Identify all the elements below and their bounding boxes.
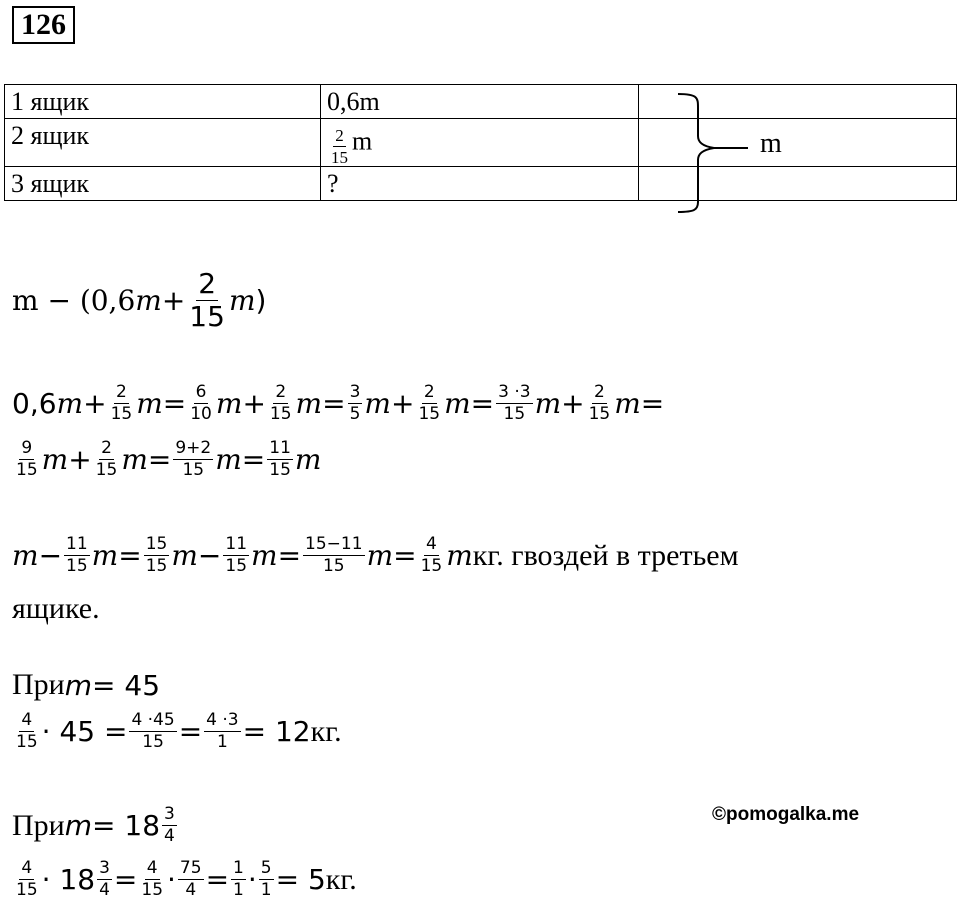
math-token: = [118, 539, 142, 572]
math-token: кг. [310, 714, 342, 748]
fraction-numerator: 11 [66, 534, 88, 554]
fraction [416, 384, 442, 423]
fraction [162, 806, 177, 845]
fraction-denominator: 15 [503, 404, 526, 424]
math-token: m [56, 387, 84, 420]
math-token: − [38, 539, 63, 572]
total-label: m [760, 128, 782, 159]
fraction [94, 440, 120, 479]
math-token: m [121, 443, 148, 476]
fraction-numerator: 4 ·45 [131, 710, 175, 730]
math-token: m [366, 539, 394, 572]
math-token: кг. [325, 862, 357, 896]
math-token: + [561, 387, 585, 420]
math-token: · [247, 863, 257, 896]
math-token: = [470, 387, 495, 420]
fraction [303, 536, 365, 575]
math-token: При [12, 808, 65, 842]
fraction [329, 127, 350, 166]
fraction-numerator: 2 [198, 267, 217, 300]
fraction [231, 860, 246, 899]
fraction-numerator: 4 [21, 710, 33, 730]
row-value: ? [321, 167, 639, 201]
fraction-numerator: 9+2 [175, 438, 212, 458]
fraction-denominator: 10 [190, 404, 212, 424]
calc-line [12, 536, 739, 575]
math-token: = [640, 387, 665, 420]
math-token: m [446, 539, 473, 572]
fraction-numerator: 3 [164, 804, 175, 824]
row-label: 1 ящик [5, 85, 321, 119]
fraction-denominator: 15 [588, 404, 611, 424]
math-token: = 45 [92, 668, 161, 702]
math-token: m [64, 809, 93, 842]
fraction [109, 384, 135, 423]
fraction [178, 860, 204, 899]
math-token: + [83, 387, 107, 420]
fraction-denominator: 15 [145, 556, 168, 576]
math-token: = 5 [275, 863, 326, 896]
math-token: = [393, 539, 417, 572]
fraction [348, 384, 363, 423]
fraction [64, 536, 90, 575]
math-token: кг. гвоздей в третьем [472, 538, 739, 572]
table-row [5, 85, 957, 119]
math-token: = [205, 863, 230, 896]
math-token: m − (0,6 [12, 284, 136, 317]
math-token: m [41, 443, 69, 476]
calc-line [12, 712, 342, 751]
row-value: 0,6m [321, 85, 639, 119]
fraction-denominator: 15 [141, 880, 164, 900]
case-heading [12, 806, 179, 845]
math-token: m [295, 387, 323, 420]
math-token: m [444, 387, 471, 420]
fraction-numerator: 2 [594, 382, 605, 402]
fraction-numerator: 3 [99, 858, 110, 878]
fraction [129, 712, 176, 751]
math-token: + [68, 443, 92, 476]
math-token: = [241, 443, 266, 476]
fraction-denominator: 4 [99, 880, 110, 900]
fraction [173, 440, 213, 479]
math-token: m [12, 539, 39, 572]
table-row [5, 167, 957, 201]
problem-number: 126 [12, 6, 75, 44]
fraction-numerator: 3 [349, 382, 361, 402]
fraction-numerator: 2 [101, 438, 112, 458]
expression-line [12, 267, 267, 333]
fraction-denominator: 15 [418, 404, 441, 424]
math-token: m [215, 387, 243, 420]
fraction-denominator: 15 [16, 880, 38, 900]
math-token: · 45 = [41, 715, 128, 748]
fraction-numerator: 3 ·3 [498, 382, 531, 402]
fraction [204, 712, 240, 751]
math-token: m [294, 443, 322, 476]
math-token: m [251, 539, 278, 572]
fraction-numerator: 15 [145, 534, 168, 554]
fraction-denominator: 15 [16, 460, 38, 480]
fraction-numerator: 9 [21, 438, 33, 458]
fraction [144, 536, 170, 575]
fraction-denominator: 4 [185, 880, 197, 900]
math-token: m [91, 539, 119, 572]
fraction-numerator: 15−11 [305, 534, 363, 554]
fraction-numerator: 6 [195, 382, 207, 402]
fraction-numerator: 75 [179, 858, 202, 878]
math-token: ) [255, 284, 267, 317]
fraction-denominator: 1 [233, 880, 244, 900]
fraction-numerator: 4 ·3 [206, 710, 239, 730]
fraction [188, 384, 214, 423]
fraction-denominator: 15 [269, 404, 292, 424]
fraction [419, 536, 445, 575]
calc-line [12, 384, 664, 423]
calc-line-tail: ящике. [12, 592, 100, 625]
math-token: m [136, 387, 163, 420]
fraction-numerator: 4 [146, 858, 158, 878]
case-heading [12, 668, 160, 702]
math-token: = [178, 715, 203, 748]
fraction [187, 267, 227, 333]
fraction-denominator: 15 [16, 732, 38, 752]
math-token: = [322, 387, 346, 420]
fraction-numerator: 2 [335, 126, 344, 145]
boxes-table [4, 84, 957, 201]
fraction-denominator: 15 [322, 556, 345, 576]
math-token: m [215, 443, 242, 476]
math-token: = 18 [92, 809, 161, 842]
fraction [14, 712, 40, 751]
math-token: + [242, 387, 266, 420]
fraction-denominator: 15 [331, 148, 348, 167]
math-token: m [364, 387, 391, 420]
fraction-numerator: 2 [275, 382, 287, 402]
fraction-numerator: 2 [115, 382, 127, 402]
fraction-numerator: 11 [225, 534, 248, 554]
fraction-denominator: 15 [182, 460, 205, 480]
fraction-denominator: 15 [225, 556, 248, 576]
calc-line [12, 440, 321, 479]
fraction-denominator: 4 [164, 826, 175, 846]
math-token: · 18 [41, 863, 96, 896]
fraction-denominator: 15 [189, 300, 225, 333]
fraction [496, 384, 532, 423]
calc-line [12, 860, 357, 899]
math-token: = [162, 387, 187, 420]
math-token: m [228, 284, 256, 317]
math-token: = 12 [242, 715, 311, 748]
math-token: m [135, 284, 162, 317]
fraction-denominator: 15 [420, 556, 443, 576]
row-value: $\frac{2}{15}$ m [321, 119, 639, 167]
math-token: При [12, 668, 65, 701]
table-row [5, 119, 957, 167]
math-token: − [197, 539, 222, 572]
fraction-numerator: 2 [423, 382, 435, 402]
fraction-denominator: 15 [142, 732, 164, 752]
curly-brace-icon [650, 88, 750, 218]
fraction [97, 860, 112, 899]
fraction-denominator: 15 [269, 460, 291, 480]
fraction [267, 440, 293, 479]
math-token: = [113, 863, 138, 896]
fraction [268, 384, 294, 423]
fraction [259, 860, 274, 899]
math-token: m [171, 539, 198, 572]
fraction [139, 860, 165, 899]
fraction-denominator: 15 [95, 460, 118, 480]
math-token: = [147, 443, 172, 476]
row-label: 3 ящик [5, 167, 321, 201]
fraction-denominator: 1 [216, 732, 228, 752]
fraction-numerator: 5 [260, 858, 272, 878]
math-token: + [390, 387, 415, 420]
math-token: 0,6 [12, 387, 57, 420]
fraction [223, 536, 249, 575]
math-token: m [534, 387, 562, 420]
fraction [14, 440, 40, 479]
fraction-numerator: 4 [21, 858, 33, 878]
math-token: = [277, 539, 302, 572]
fraction-numerator: 11 [269, 438, 291, 458]
math-token: m [64, 668, 93, 702]
math-token: + [161, 284, 186, 317]
fraction [587, 384, 613, 423]
math-token: m [614, 387, 641, 420]
row-label: 2 ящик [5, 119, 321, 167]
fraction-denominator: 5 [349, 404, 361, 424]
fraction-numerator: 1 [233, 858, 244, 878]
watermark: ©pomogalka.me [712, 804, 860, 825]
fraction-denominator: 15 [66, 556, 88, 576]
fraction-denominator: 15 [110, 404, 133, 424]
math-token: · [167, 863, 176, 896]
fraction [14, 860, 40, 899]
fraction-numerator: 4 [426, 534, 437, 554]
fraction-denominator: 1 [260, 880, 272, 900]
